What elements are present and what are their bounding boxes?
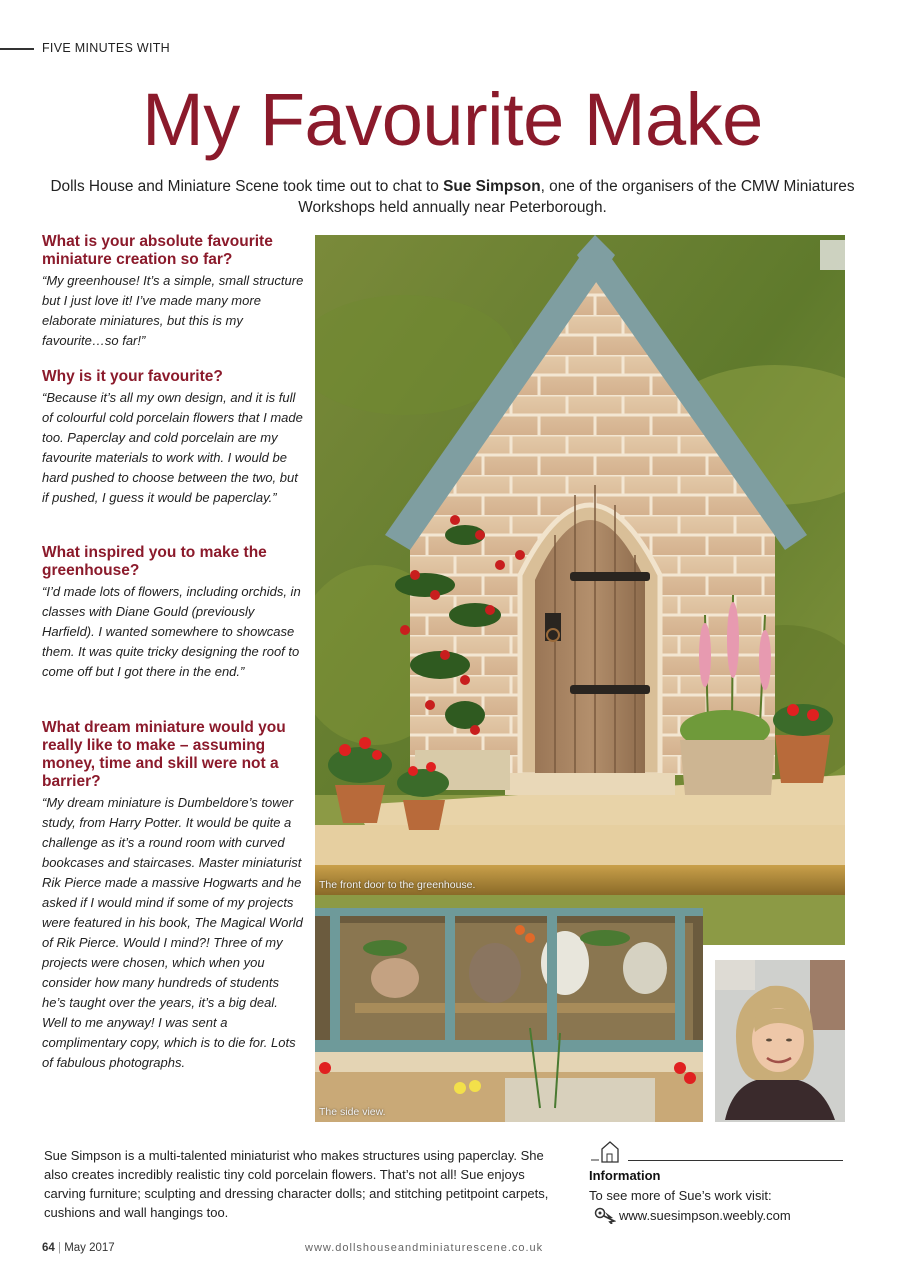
info-title: Information — [589, 1168, 661, 1183]
question-heading: What inspired you to make the greenhouse? — [42, 544, 267, 579]
side-view-caption: The side view. — [319, 1106, 386, 1118]
greenhouse-front-illustration — [315, 235, 845, 945]
qa-item — [42, 544, 304, 682]
answer-text: “Because it’s all my own design, and it is full of colourful cold porcelain flowers that I made too. Paperclay and cold porcelain are my favourite materials to work with. I would be hard pushed to choose between the two, but if pushed, I guess it would be paperclay.” — [42, 390, 303, 505]
issue-date: May 2017 — [64, 1242, 115, 1254]
qa-item — [42, 368, 304, 508]
page-title: My Favourite Make — [142, 78, 763, 161]
greenhouse-side-illustration — [315, 908, 703, 1122]
info-rule — [628, 1160, 843, 1161]
portrait-illustration — [715, 960, 845, 1122]
intro-paragraph — [40, 176, 865, 218]
page-number: 64 — [42, 1242, 55, 1254]
main-photo-caption: The front door to the greenhouse. — [319, 879, 476, 891]
info-text: To see more of Sue’s work visit: — [589, 1188, 772, 1203]
bio-paragraph: Sue Simpson is a multi-talented miniaturist who makes structures using paperclay. She also creates incredibly realistic tiny cold porcelain flowers. That’s not all! Sue enjoys carving furniture; sculpting and dressing character dolls; and stitching petitpoint carpets, cushions and wall hangings too. — [44, 1148, 549, 1220]
question-heading: Why is it your favourite? — [42, 368, 223, 385]
footer-website[interactable]: www.dollshouseandminiaturescene.co.uk — [305, 1242, 544, 1254]
main-photo — [315, 235, 845, 945]
side-view-photo — [315, 908, 703, 1122]
qa-item — [42, 233, 304, 351]
mouse-link-icon — [594, 1206, 616, 1224]
intro-before: Dolls House and Miniature Scene took time out to chat to — [50, 178, 444, 195]
answer-text: “My greenhouse! It’s a simple, small structure but I just love it! I’ve made many more elaborate miniatures, but this is my favourite…so far!” — [42, 273, 304, 348]
question-heading: What dream miniature would you really like to make – assuming money, time and skill were not a barrier? — [42, 719, 286, 790]
info-url-link[interactable]: www.suesimpson.weebly.com — [619, 1208, 791, 1223]
answer-text: “I’d made lots of flowers, including orchids, in classes with Diane Gould (previously Harfield). I wanted somewhere to showcase them. It was quite tricky designing the roof to come off but I got there in the end.” — [42, 584, 301, 679]
intro-after: , one of the organisers of the CMW Miniatures Workshops held annually near Peterborough. — [298, 178, 855, 216]
section-rule — [0, 48, 34, 50]
portrait-photo — [715, 960, 845, 1122]
qa-item — [42, 719, 304, 1073]
section-label: FIVE MINUTES WITH — [42, 41, 171, 55]
answer-text: “My dream miniature is Dumbeldore’s tower study, from Harry Potter. It would be quite a challenge as it’s a round room with curved bookcases and staircases. Master miniaturist Rik Pierce made a massive Hogwarts and he asked if I would mind if some of my projects were featured in his book, The Magical World of Rik Pierce. Would I mind?! Three of my projects were chosen, which when you consider how many hundreds of students he’s taught over the years, it’s a big deal. Well to me anyway! I was sent a complimentary copy, which is to die for. Lots of fabulous photographs. — [42, 795, 303, 1070]
question-heading: What is your absolute favourite miniature creation so far? — [42, 233, 273, 268]
house-icon — [591, 1140, 623, 1164]
intro-name: Sue Simpson — [443, 178, 541, 195]
footer-page-info: 64 | May 2017 — [42, 1242, 115, 1254]
